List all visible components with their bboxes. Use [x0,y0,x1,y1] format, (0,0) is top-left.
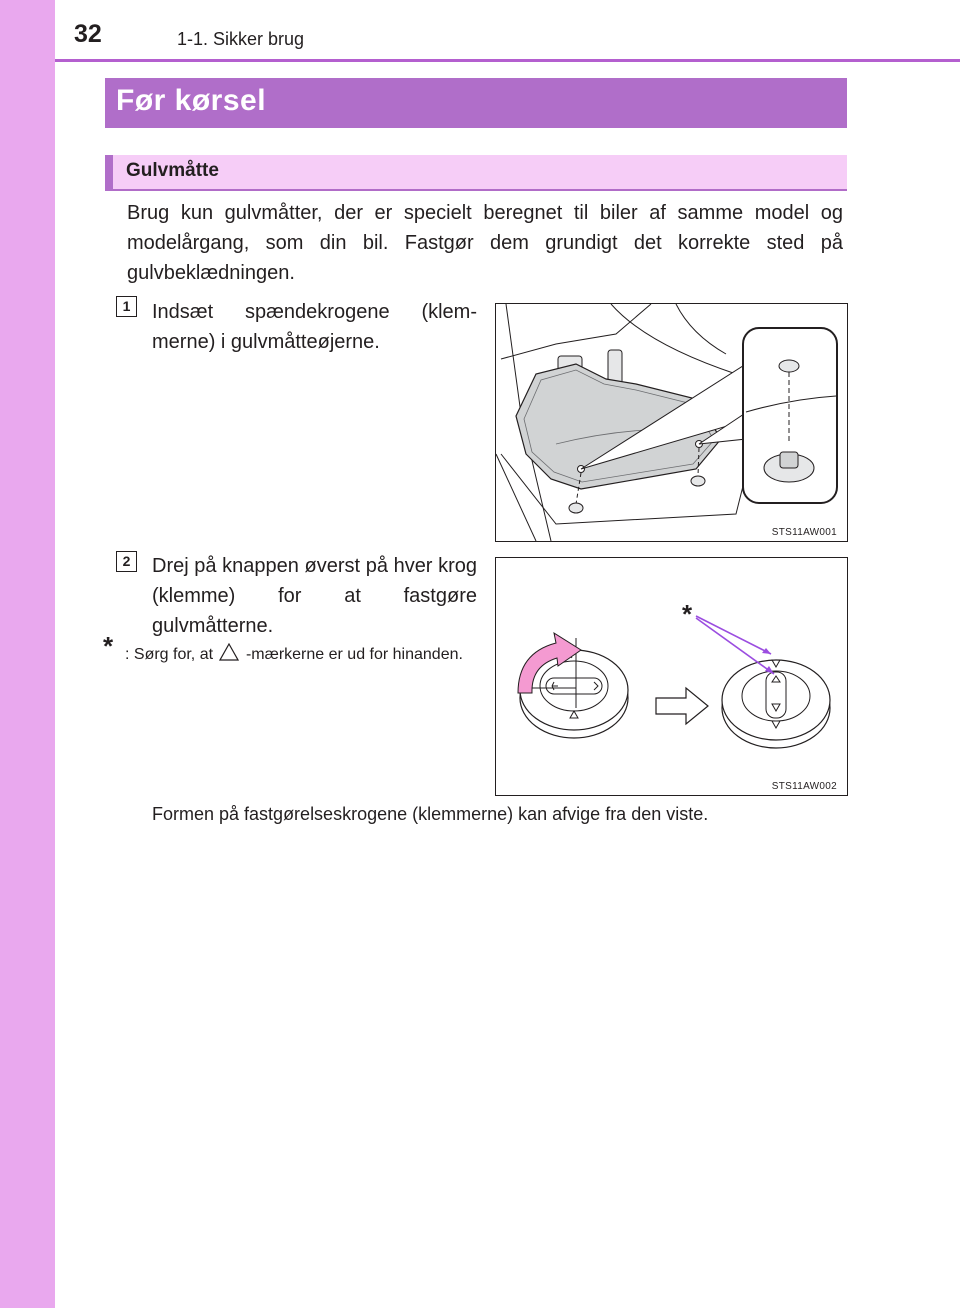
note-asterisk: * [103,631,114,661]
step-2-badge: 2 [116,551,137,572]
figure-knob-rotation [495,557,848,796]
section-title: Før kørsel [116,84,267,117]
section-reference: 1-1. Sikker brug [177,29,305,49]
step-1-badge: 1 [116,296,137,317]
side-strip [0,0,55,1308]
step-2-note [103,631,480,667]
closing-note: Formen på fastgørelseskrogene (klemmerne) kan afvige fra den viste. [152,804,709,824]
header-divider [55,59,960,62]
triangle-mark-icon [219,643,239,661]
subsection-accent [105,155,113,191]
figure-code-1: STS11AW001 [771,527,837,538]
page-number: 32 [74,20,102,48]
step-1-text: Indsæt spændekrogene (klem-merne) i gulvmåtteøjerne. [152,301,477,353]
note-suffix: -mærkerne er ud for hinanden. [245,646,463,663]
figure-floor-mat-hooks [495,303,848,542]
intro-paragraph: Brug kun gulvmåtter, der er specielt beregnet til biler af samme model og modelårgang, som din bil. Fastgør dem grundigt det korrekte sted på gulvbeklædningen. [127,202,843,284]
step-2-text: Drej på knappen øverst på hver krog (klemme) for at fastgøre gulvmåtterne. [152,555,477,637]
subsection-title: Gulvmåtte [126,160,219,181]
note-prefix: : Sørg for, at [125,646,214,663]
knob-illustration [496,558,847,795]
figure-code-2: STS11AW002 [771,781,837,792]
floor-mat-illustration [496,304,847,541]
svg-text:*: * [682,599,693,629]
